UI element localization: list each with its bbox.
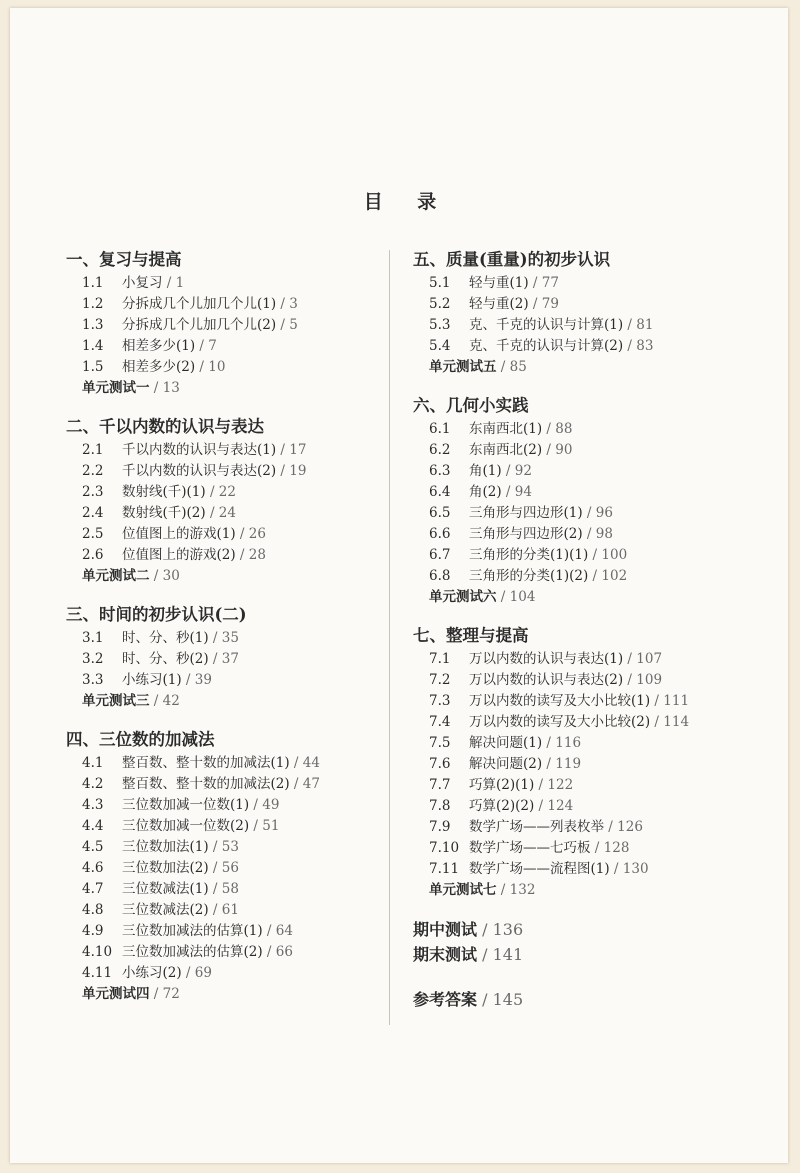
- toc-entry[interactable]: [413, 838, 713, 859]
- unit-test-entry[interactable]: [66, 378, 376, 399]
- entry-page: / 119: [546, 756, 582, 772]
- toc-entry[interactable]: [66, 628, 376, 649]
- entry-number: 7.1: [429, 651, 451, 667]
- toc-entry[interactable]: [413, 566, 713, 587]
- entry-title: 轻与重(1): [469, 275, 529, 291]
- unit-test-entry[interactable]: [413, 357, 713, 378]
- entry-number: 2.3: [82, 484, 104, 500]
- unit-test-label: 单元测试一: [82, 380, 150, 396]
- entry-title: 数射线(千)(1): [122, 484, 206, 500]
- entry-title: 分拆成几个儿加几个儿(2): [122, 317, 277, 333]
- entry-title: 万以内数的认识与表达(2): [469, 672, 624, 688]
- entry-page: / 130: [613, 861, 649, 877]
- entry-number: 7.2: [429, 672, 451, 688]
- unit-test-label: 单元测试三: [82, 693, 150, 709]
- entry-page: / 39: [185, 672, 212, 688]
- entry-title: 数学广场——七巧板: [469, 840, 591, 856]
- toc-entry[interactable]: [66, 440, 376, 461]
- toc-entry[interactable]: [66, 357, 376, 378]
- answers-page: / 145: [482, 990, 524, 1009]
- entry-page: / 88: [546, 421, 573, 437]
- entry-title: 千以内数的认识与表达(1): [122, 442, 277, 458]
- unit-test-page: / 30: [153, 568, 180, 584]
- unit-test-label: 单元测试六: [429, 589, 497, 605]
- entry-title: 位值图上的游戏(1): [122, 526, 236, 542]
- toc-entry[interactable]: [413, 670, 713, 691]
- entry-number: 2.6: [82, 547, 104, 563]
- entry-title: 千以内数的认识与表达(2): [122, 463, 277, 479]
- toc-entry[interactable]: [66, 921, 376, 942]
- entry-title: 三位数加减法的估算(2): [122, 944, 263, 960]
- entry-page: / 37: [212, 651, 239, 667]
- entry-page: / 98: [586, 526, 613, 542]
- toc-entry[interactable]: [413, 733, 713, 754]
- toc-entry[interactable]: [66, 503, 376, 524]
- entry-page: / 69: [185, 965, 212, 981]
- entry-title: 万以内数的读写及大小比较(2): [469, 714, 651, 730]
- entry-number: 3.1: [82, 630, 104, 646]
- exam-page: / 141: [482, 945, 524, 964]
- toc-entry[interactable]: [413, 315, 713, 336]
- entry-number: 7.6: [429, 756, 451, 772]
- section-heading[interactable]: 五、质量(重量)的初步认识: [413, 250, 611, 269]
- unit-test-page: / 72: [153, 986, 180, 1002]
- entry-number: 2.1: [82, 442, 104, 458]
- section-heading[interactable]: 七、整理与提高: [413, 626, 529, 645]
- entry-number: 4.11: [82, 965, 113, 981]
- entry-number: 7.7: [429, 777, 451, 793]
- entry-title: 小练习(1): [122, 672, 182, 688]
- entry-page: / 102: [592, 568, 628, 584]
- unit-test-page: / 85: [500, 359, 527, 375]
- toc-entry[interactable]: [413, 294, 713, 315]
- entry-number: 6.7: [429, 547, 451, 563]
- entry-page: / 114: [654, 714, 690, 730]
- entry-number: 2.2: [82, 463, 104, 479]
- entry-title: 整百数、整十数的加减法(2): [122, 776, 290, 792]
- toc-entry[interactable]: [413, 817, 713, 838]
- section-heading[interactable]: 三、时间的初步认识(二): [66, 605, 247, 624]
- entry-title: 角(2): [469, 484, 502, 500]
- entry-page: / 28: [239, 547, 266, 563]
- toc-entry[interactable]: [66, 942, 376, 963]
- unit-test-label: 单元测试七: [429, 882, 497, 898]
- entry-page: / 10: [199, 359, 226, 375]
- toc-entry[interactable]: [413, 273, 713, 294]
- toc-section: [413, 393, 713, 608]
- entry-number: 7.3: [429, 693, 451, 709]
- exam-entry[interactable]: [413, 917, 713, 942]
- toc-entry[interactable]: [413, 503, 713, 524]
- entry-page: / 128: [594, 840, 630, 856]
- entry-number: 4.8: [82, 902, 104, 918]
- toc-left-column: [66, 247, 376, 1005]
- entry-page: / 92: [505, 463, 532, 479]
- toc-section: [66, 602, 376, 712]
- toc-entry[interactable]: [66, 336, 376, 357]
- exam-entry[interactable]: [413, 942, 713, 967]
- entry-number: 6.5: [429, 505, 451, 521]
- entry-title: 三位数加法(1): [122, 839, 209, 855]
- toc-entry[interactable]: [413, 712, 713, 733]
- toc-entry[interactable]: [413, 691, 713, 712]
- toc-section: [413, 247, 713, 378]
- toc-section: [66, 414, 376, 587]
- entry-number: 5.2: [429, 296, 451, 312]
- entry-number: 4.3: [82, 797, 104, 813]
- entry-number: 1.3: [82, 317, 104, 333]
- entry-number: 1.2: [82, 296, 104, 312]
- unit-test-label: 单元测试五: [429, 359, 497, 375]
- entry-title: 时、分、秒(1): [122, 630, 209, 646]
- toc-entry[interactable]: [413, 419, 713, 440]
- answers-entry[interactable]: [413, 987, 713, 1012]
- exam-page: / 136: [482, 920, 524, 939]
- entry-page: / 1: [166, 275, 185, 291]
- entry-page: / 90: [546, 442, 573, 458]
- exam-label: 期中测试: [413, 920, 478, 939]
- toc-entry[interactable]: [66, 858, 376, 879]
- toc-entry[interactable]: [66, 816, 376, 837]
- entry-page: / 7: [199, 338, 217, 354]
- toc-entry[interactable]: [413, 754, 713, 775]
- entry-number: 4.5: [82, 839, 104, 855]
- entry-page: / 24: [209, 505, 236, 521]
- entry-number: 7.4: [429, 714, 451, 730]
- entry-number: 4.9: [82, 923, 104, 939]
- entry-title: 小复习: [122, 275, 163, 291]
- entry-page: / 116: [546, 735, 582, 751]
- entry-number: 1.5: [82, 359, 104, 375]
- entry-number: 6.8: [429, 568, 451, 584]
- section-heading[interactable]: 四、三位数的加减法: [66, 730, 215, 749]
- entry-title: 三位数加减法的估算(1): [122, 923, 263, 939]
- entry-page: / 51: [253, 818, 280, 834]
- toc-entry[interactable]: [66, 900, 376, 921]
- unit-test-entry[interactable]: [413, 880, 713, 901]
- unit-test-label: 单元测试二: [82, 568, 150, 584]
- toc-entry[interactable]: [413, 482, 713, 503]
- toc-entry[interactable]: [66, 315, 376, 336]
- toc-entry[interactable]: [413, 796, 713, 817]
- entry-page: / 58: [212, 881, 239, 897]
- column-divider: [389, 250, 390, 1025]
- entry-title: 克、千克的认识与计算(2): [469, 338, 624, 354]
- entry-title: 时、分、秒(2): [122, 651, 209, 667]
- toc-entry[interactable]: [413, 775, 713, 796]
- entry-title: 三位数加减一位数(2): [122, 818, 250, 834]
- entry-page: / 64: [266, 923, 293, 939]
- entry-page: / 79: [532, 296, 559, 312]
- entry-number: 5.3: [429, 317, 451, 333]
- entry-page: / 77: [532, 275, 559, 291]
- entry-number: 3.3: [82, 672, 104, 688]
- unit-test-entry[interactable]: [66, 691, 376, 712]
- entry-title: 三位数加法(2): [122, 860, 209, 876]
- entry-number: 1.1: [82, 275, 104, 291]
- entry-number: 7.5: [429, 735, 451, 751]
- entry-page: / 17: [280, 442, 307, 458]
- entry-page: / 44: [293, 755, 320, 771]
- entry-title: 东南西北(2): [469, 442, 543, 458]
- entry-title: 数射线(千)(2): [122, 505, 206, 521]
- entry-title: 万以内数的读写及大小比较(1): [469, 693, 651, 709]
- unit-test-entry[interactable]: [66, 566, 376, 587]
- entry-page: / 109: [627, 672, 663, 688]
- toc-entry[interactable]: [66, 294, 376, 315]
- entry-page: / 47: [293, 776, 320, 792]
- toc-entry[interactable]: [66, 545, 376, 566]
- entry-number: 1.4: [82, 338, 104, 354]
- unit-test-entry[interactable]: [66, 984, 376, 1005]
- section-heading[interactable]: 六、几何小实践: [413, 396, 529, 415]
- exam-block: [413, 917, 713, 967]
- toc-entry[interactable]: [413, 524, 713, 545]
- toc-entry[interactable]: [66, 273, 376, 294]
- entry-title: 小练习(2): [122, 965, 182, 981]
- entry-title: 角(1): [469, 463, 502, 479]
- entry-title: 三位数减法(2): [122, 902, 209, 918]
- entry-title: 巧算(2)(2): [469, 798, 535, 814]
- entry-page: / 22: [209, 484, 236, 500]
- entry-number: 3.2: [82, 651, 104, 667]
- entry-number: 4.6: [82, 860, 104, 876]
- entry-page: / 66: [266, 944, 293, 960]
- toc-right-column: [413, 247, 713, 1012]
- toc-section: [66, 247, 376, 399]
- toc-entry[interactable]: [66, 482, 376, 503]
- entry-title: 三位数减法(1): [122, 881, 209, 897]
- entry-title: 三角形的分类(1)(2): [469, 568, 589, 584]
- entry-number: 5.1: [429, 275, 451, 291]
- entry-title: 三位数加减一位数(1): [122, 797, 250, 813]
- entry-page: / 35: [212, 630, 239, 646]
- toc-entry[interactable]: [66, 837, 376, 858]
- entry-title: 相差多少(2): [122, 359, 196, 375]
- answers-label: 参考答案: [413, 990, 478, 1009]
- entry-number: 4.7: [82, 881, 104, 897]
- unit-test-page: / 132: [500, 882, 536, 898]
- entry-title: 整百数、整十数的加减法(1): [122, 755, 290, 771]
- entry-page: / 107: [627, 651, 663, 667]
- page-title: 目 录: [363, 191, 451, 213]
- toc-entry[interactable]: [413, 859, 713, 880]
- entry-page: / 53: [212, 839, 239, 855]
- unit-test-entry[interactable]: [413, 587, 713, 608]
- entry-number: 2.4: [82, 505, 104, 521]
- toc-section: [66, 727, 376, 1005]
- entry-number: 6.3: [429, 463, 451, 479]
- entry-number: 7.8: [429, 798, 451, 814]
- exam-label: 期末测试: [413, 945, 478, 964]
- entry-page: / 56: [212, 860, 239, 876]
- entry-page: / 5: [280, 317, 298, 333]
- entry-page: / 100: [592, 547, 628, 563]
- entry-title: 克、千克的认识与计算(1): [469, 317, 624, 333]
- toc-entry[interactable]: [66, 649, 376, 670]
- entry-title: 三角形与四边形(2): [469, 526, 583, 542]
- entry-page: / 94: [505, 484, 532, 500]
- entry-title: 万以内数的认识与表达(1): [469, 651, 624, 667]
- entry-number: 4.4: [82, 818, 104, 834]
- entry-page: / 61: [212, 902, 239, 918]
- toc-entry[interactable]: [413, 461, 713, 482]
- entry-page: / 83: [627, 338, 654, 354]
- toc-entry[interactable]: [66, 774, 376, 795]
- entry-title: 解决问题(2): [469, 756, 543, 772]
- entry-title: 数学广场——列表枚举: [469, 819, 604, 835]
- entry-page: / 96: [586, 505, 613, 521]
- entry-title: 东南西北(1): [469, 421, 543, 437]
- entry-number: 4.1: [82, 755, 104, 771]
- entry-number: 7.9: [429, 819, 451, 835]
- entry-page: / 3: [280, 296, 298, 312]
- entry-title: 解决问题(1): [469, 735, 543, 751]
- entry-number: 6.1: [429, 421, 451, 437]
- entry-title: 三角形的分类(1)(1): [469, 547, 589, 563]
- entry-page: / 122: [538, 777, 574, 793]
- entry-number: 5.4: [429, 338, 451, 354]
- unit-test-page: / 42: [153, 693, 180, 709]
- toc-entry[interactable]: [413, 440, 713, 461]
- entry-title: 轻与重(2): [469, 296, 529, 312]
- entry-number: 4.2: [82, 776, 104, 792]
- unit-test-page: / 104: [500, 589, 536, 605]
- toc-entry[interactable]: [66, 524, 376, 545]
- entry-page: / 126: [608, 819, 643, 835]
- toc-entry[interactable]: [413, 336, 713, 357]
- entry-page: / 81: [627, 317, 654, 333]
- entry-page: / 19: [280, 463, 307, 479]
- entry-title: 相差多少(1): [122, 338, 196, 354]
- entry-page: / 124: [538, 798, 574, 814]
- entry-title: 分拆成几个儿加几个儿(1): [122, 296, 277, 312]
- entry-page: / 26: [239, 526, 266, 542]
- unit-test-page: / 13: [153, 380, 180, 396]
- toc-section: [413, 623, 713, 901]
- entry-number: 4.10: [82, 944, 113, 960]
- entry-title: 位值图上的游戏(2): [122, 547, 236, 563]
- toc-entry[interactable]: [66, 795, 376, 816]
- toc-entry[interactable]: [66, 963, 376, 984]
- entry-title: 巧算(2)(1): [469, 777, 535, 793]
- section-heading[interactable]: 二、千以内数的认识与表达: [66, 417, 264, 436]
- toc-entry[interactable]: [66, 879, 376, 900]
- section-heading[interactable]: 一、复习与提高: [66, 250, 182, 269]
- entry-number: 6.2: [429, 442, 451, 458]
- entry-page: / 111: [654, 693, 690, 709]
- entry-number: 2.5: [82, 526, 104, 542]
- entry-title: 三角形与四边形(1): [469, 505, 583, 521]
- entry-number: 6.4: [429, 484, 451, 500]
- entry-title: 数学广场——流程图(1): [469, 861, 610, 877]
- toc-entry[interactable]: [66, 753, 376, 774]
- toc-entry[interactable]: [413, 545, 713, 566]
- entry-number: 6.6: [429, 526, 451, 542]
- unit-test-label: 单元测试四: [82, 986, 150, 1002]
- entry-number: 7.10: [429, 840, 460, 856]
- toc-entry[interactable]: [66, 461, 376, 482]
- entry-page: / 49: [253, 797, 280, 813]
- toc-entry[interactable]: [413, 649, 713, 670]
- toc-entry[interactable]: [66, 670, 376, 691]
- entry-number: 7.11: [429, 861, 460, 877]
